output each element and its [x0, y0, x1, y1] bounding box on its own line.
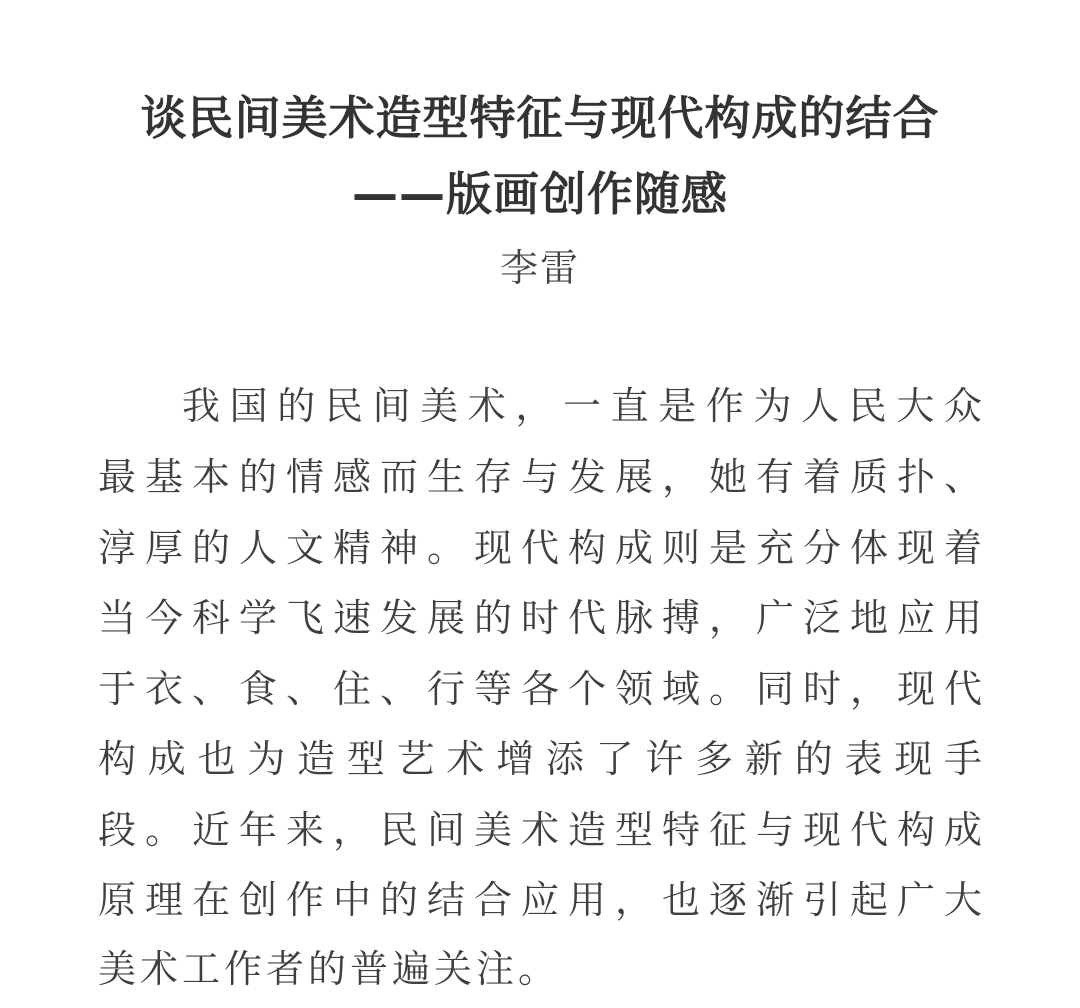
paragraph-line: 淳厚的人文精神。现代构成则是充分体现着: [98, 526, 982, 570]
article-subtitle: ——版画创作随感: [352, 167, 728, 221]
paragraph-line: 我国的民间美术，一直是作为人民大众: [182, 384, 982, 428]
paragraph-line: 美术工作者的普遍关注。: [98, 947, 561, 991]
paragraph-line: 于衣、食、住、行等各个领域。同时，现代: [98, 667, 982, 711]
paragraph-line: 当今科学飞速发展的时代脉搏，广泛地应用: [98, 596, 982, 640]
paragraph-line: 原理在创作中的结合应用，也逐渐引起广大: [98, 878, 982, 922]
paragraph-line: 段。近年来，民间美术造型特征与现代构成: [98, 808, 982, 852]
paragraph-line: 构成也为造型艺术增添了许多新的表现手: [98, 737, 982, 781]
article-title: 谈民间美术造型特征与现代构成的结合: [140, 91, 940, 145]
paragraph-line: 最基本的情感而生存与发展，她有着质扑、: [98, 455, 982, 499]
author-name: 李雷: [499, 246, 580, 290]
